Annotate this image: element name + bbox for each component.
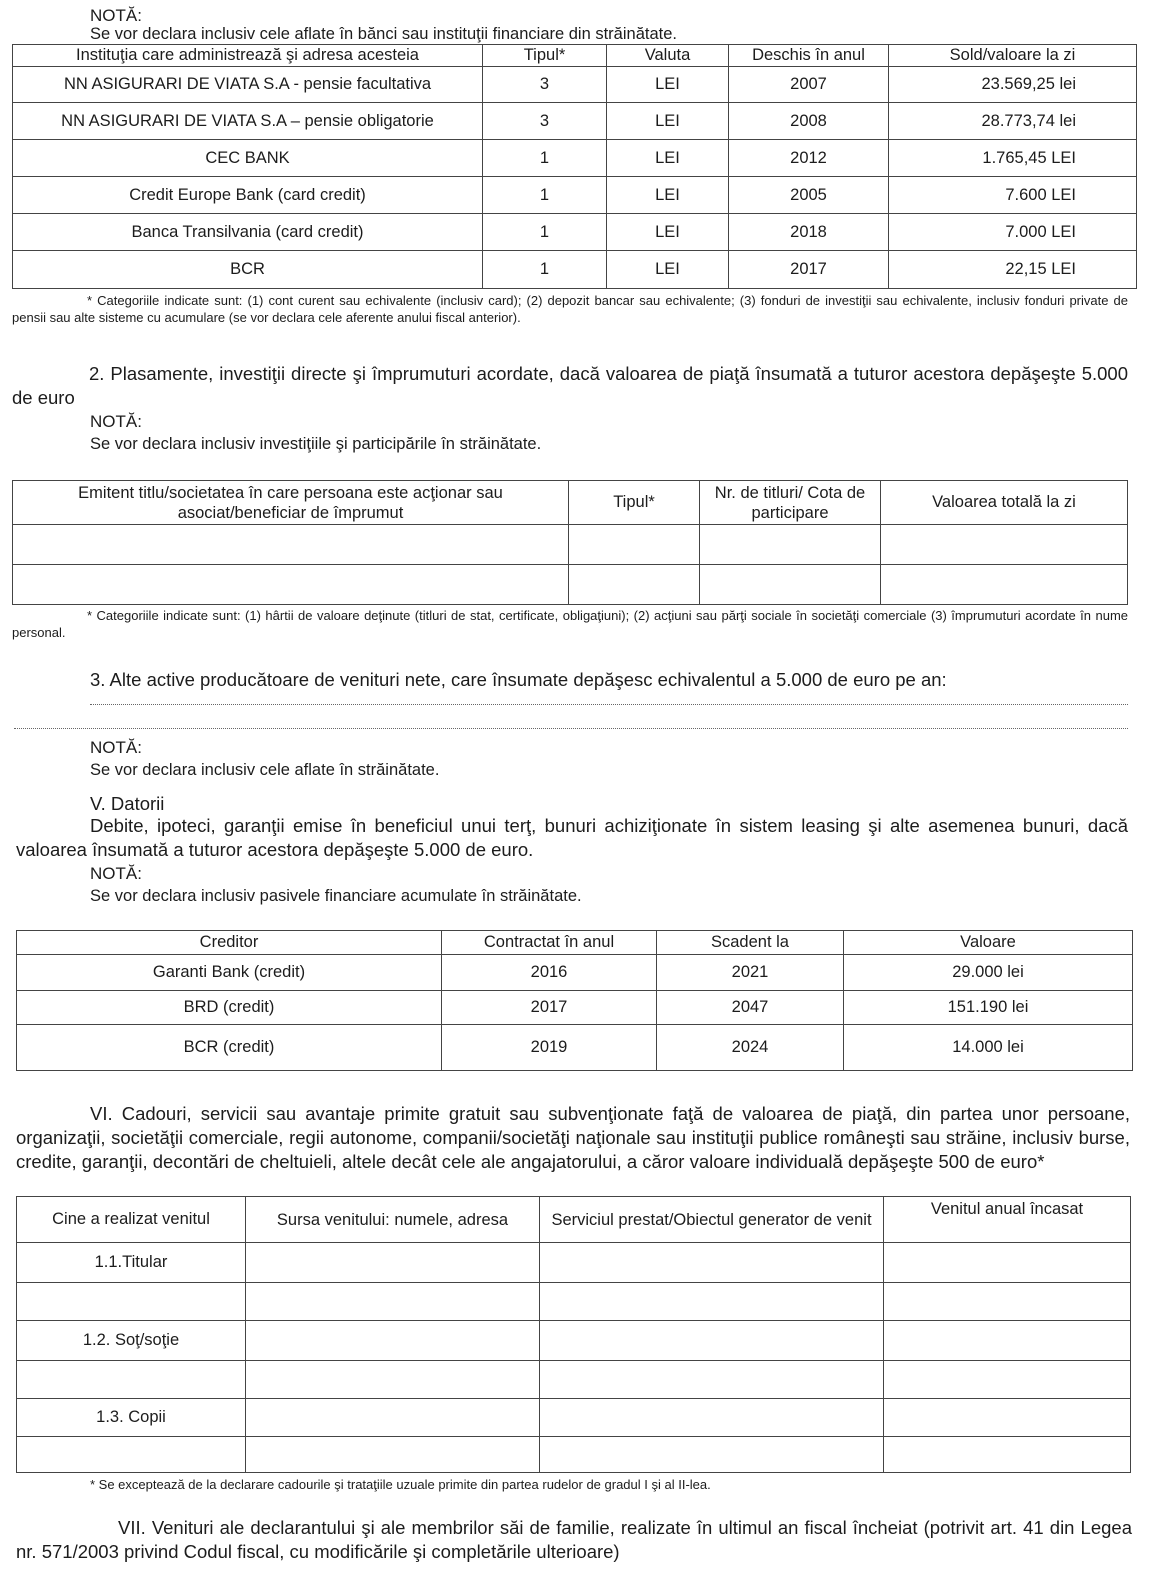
section5-note-label: NOTĂ: [90,864,142,883]
gifts-header-row [17,1197,1131,1243]
table-row [17,991,1133,1025]
dotted-line [14,728,1128,729]
cell-balance: 28.773,74 lei [889,103,1137,140]
table-row [13,177,1137,214]
cell-type: 1 [483,140,607,177]
table-row [17,1025,1133,1071]
section2-heading: 2. Plasamente, investiţii directe şi împrumuturi acordate, dacă valoarea de piaţă însumată a tuturor acestora depăşeşte 5.000 de euro [12,363,1128,408]
cell-type: 1 [483,251,607,289]
cell-value: 29.000 lei [844,955,1133,991]
accounts-footnote: * Categoriile indicate sunt: (1) cont curent sau echivalente (inclusiv card); (2) depozit bancar sau echivalente; (3) fonduri de investiţii sau echivalente, inclusiv fonduri private de pensii sau alte sisteme cu acumulare (se vor declara cele aferente anului fiscal anterior). [12,293,1128,325]
cell-institution: BCR [13,251,483,289]
section7-text: VII. Venituri ale declarantului şi ale membrilor săi de familie, realizate în ultimul an fiscal încheiat (potrivit art. 41 din Legea nr. 571/2003 privind Codul fiscal, cu modificările şi completările ulterioare) [16,1517,1132,1562]
header-institution: Instituţia care administrează şi adresa acesteia [13,45,483,67]
header-total-value: Valoarea totală la zi [881,481,1128,525]
header-opened-year: Deschis în anul [729,45,889,67]
accounts-table [12,44,1137,289]
table-row [13,103,1137,140]
cell-institution: NN ASIGURARI DE VIATA S.A – pensie obligatorie [13,103,483,140]
cell-type: 1 [483,214,607,251]
cell-who [17,1283,246,1321]
cell-year: 2018 [729,214,889,251]
header-source: Sursa venitului: numele, adresa [246,1197,540,1243]
cell-institution: Credit Europe Bank (card credit) [13,177,483,214]
section3-note-label: NOTĂ: [90,738,142,757]
cell-currency: LEI [607,103,729,140]
cell-who: 1.2. Soţ/soţie [17,1321,246,1361]
cell-balance: 7.000 LEI [889,214,1137,251]
table-row [17,1321,1131,1361]
cell-who [17,1361,246,1399]
cell-year: 2017 [729,251,889,289]
section5-title: V. Datorii [90,793,165,814]
cell-currency: LEI [607,140,729,177]
investments-footnote: * Categoriile indicate sunt: (1) hârtii de valoare deţinute (titluri de stat, certificate, obligaţiuni); (2) acţiuni sau părţi sociale în societăţi comerciale (3) împrumuturi acordate în nume personal. [12,608,1128,640]
cell-currency: LEI [607,67,729,103]
cell-year: 2005 [729,177,889,214]
cell-contracted: 2017 [442,991,657,1025]
table-row [17,955,1133,991]
cell-institution: CEC BANK [13,140,483,177]
investments-table [12,480,1128,605]
cell-due: 2024 [657,1025,844,1071]
header-value: Valoare [844,931,1133,955]
header-who: Cine a realizat venitul [17,1197,246,1243]
header-balance: Sold/valoare la zi [889,45,1137,67]
dotted-line [90,704,1128,705]
cell-balance: 7.600 LEI [889,177,1137,214]
cell-year: 2007 [729,67,889,103]
table-row [13,67,1137,103]
cell-currency: LEI [607,251,729,289]
debts-header-row [17,931,1133,955]
table-row [17,1283,1131,1321]
section6-text: VI. Cadouri, servicii sau avantaje primite gratuit sau subvenţionate faţă de valoarea de piaţă, din partea unor persoane, organizaţii, societăţii comerciale, regii autonome, companii/societăţi naţionale sau instituţii publice româneşti sau străine, inclusiv burse, credite, garanţii, decontări de cheltuieli, altele decât cele ale angajatorului, a căror valoare individuală depăşeşte 500 de euro* [16,1103,1130,1172]
table-row [17,1399,1131,1437]
table-row [13,214,1137,251]
header-shares: Nr. de titluri/ Cota de participare [700,481,881,525]
section3-heading: 3. Alte active producătoare de venituri nete, care însumate depăşesc echivalentul a 5.000 de euro pe an: [90,669,947,690]
cell-institution: NN ASIGURARI DE VIATA S.A - pensie facultativa [13,67,483,103]
cell-value: 151.190 lei [844,991,1133,1025]
table-row [13,140,1137,177]
cell-creditor: BCR (credit) [17,1025,442,1071]
cell-type: 3 [483,67,607,103]
cell-institution: Banca Transilvania (card credit) [13,214,483,251]
table-row [13,525,1128,565]
cell-year: 2008 [729,103,889,140]
table-row [13,251,1137,289]
cell-value: 14.000 lei [844,1025,1133,1071]
header-issuer: Emitent titlu/societatea în care persoana este acţionar sau asociat/beneficiar de împrumut [13,481,569,525]
table-row [13,565,1128,605]
cell-balance: 23.569,25 lei [889,67,1137,103]
header-annual-income: Venitul anual încasat [884,1197,1131,1243]
cell-who: 1.1.Titular [17,1243,246,1283]
table-row [17,1361,1131,1399]
cell-who: 1.3. Copii [17,1399,246,1437]
cell-due: 2047 [657,991,844,1025]
section2-note-label: NOTĂ: [90,412,142,431]
cell-year: 2012 [729,140,889,177]
note-label: NOTĂ: [90,6,142,25]
investments-header-row [13,481,1128,525]
header-contracted-year: Contractat în anul [442,931,657,955]
section5-text: Debite, ipoteci, garanţii emise în beneficiul unui terţ, bunuri achiziţionate în sistem leasing şi alte asemenea bunuri, dacă valoarea însumată a tuturor acestora depăşeşte 5.000 de euro. [16,815,1128,860]
note-text: Se vor declara inclusiv cele aflate în bănci sau instituţii financiare din străinătate. [90,25,677,43]
debts-table [16,930,1133,1071]
cell-who [17,1437,246,1473]
section2-note-text: Se vor declara inclusiv investiţiile şi participările în străinătate. [90,435,542,453]
gifts-table [16,1196,1131,1473]
header-service: Serviciul prestat/Obiectul generator de venit [540,1197,884,1243]
section5-note-text: Se vor declara inclusiv pasivele financiare acumulate în străinătate. [90,887,582,905]
accounts-header-row [13,45,1137,67]
cell-type: 1 [483,177,607,214]
header-type: Tipul* [483,45,607,67]
header-creditor: Creditor [17,931,442,955]
cell-balance: 22,15 LEI [889,251,1137,289]
cell-contracted: 2016 [442,955,657,991]
gifts-footnote: * Se exceptează de la declarare cadourile şi trataţiile uzuale primite din partea rudelor de gradul I şi al II-lea. [90,1477,711,1492]
section3-note-text: Se vor declara inclusiv cele aflate în străinătate. [90,761,440,779]
header-type: Tipul* [569,481,700,525]
header-due: Scadent la [657,931,844,955]
cell-balance: 1.765,45 LEI [889,140,1137,177]
cell-creditor: BRD (credit) [17,991,442,1025]
header-currency: Valuta [607,45,729,67]
cell-type: 3 [483,103,607,140]
cell-contracted: 2019 [442,1025,657,1071]
cell-currency: LEI [607,214,729,251]
cell-due: 2021 [657,955,844,991]
cell-creditor: Garanti Bank (credit) [17,955,442,991]
table-row [17,1243,1131,1283]
cell-currency: LEI [607,177,729,214]
table-row [17,1437,1131,1473]
